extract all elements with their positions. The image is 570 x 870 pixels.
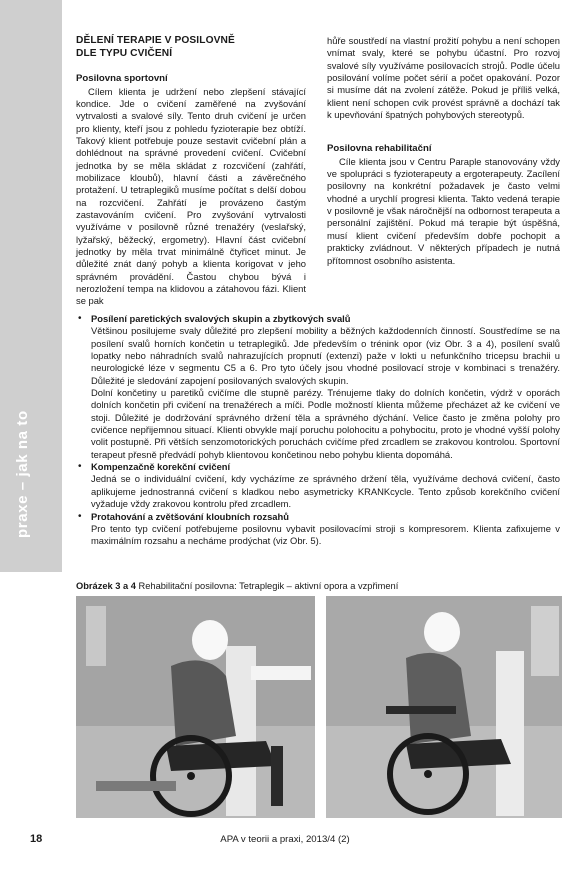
photo-figure-4-image <box>326 596 562 818</box>
bullet-paragraph: Dolní končetiny u paretiků cvičíme dle stupně parézy. Trénujeme tlaky do dolních končetin, výdrž v oporách dolních končetin při cvičení na trenažérech a míči. Podle možností klienta můžeme přecházet až ke cvičení ve stoji. Důležité je dodržování správného držení těla a správného dýchání. Velice často je změna polohy pro cvičence nepřijemnou situací. Klienti obvykle mají poruchu polohocitu a pohybocitu, proto je vhodné vyšší polohy volit postupně. Při větších senzomotorických poruchách cvičíme před zrcadlem se zrakovou kontrolou. Sportovní terapeut přesně předvádí pohyb klientovou končetinou nebo pohybu klienta dopomáhá. <box>91 387 560 460</box>
photo-figure-3 <box>76 596 315 818</box>
title-line-1: DĚLENÍ TERAPIE V POSILOVNĚ <box>76 35 235 46</box>
bullet-paragraph: Jedná se o individuální cvičení, kdy vycházíme ze správného držení těla, využíváme dechová cvičení, často aplikujeme jednostranná cvičení s kladkou nebo asymetricky KRANKcycle. Tento způsob korekčního cvičení vyžaduje vždy zrakovou kontrolu před zrcadlem. <box>91 473 560 510</box>
side-strip <box>0 0 62 572</box>
journal-footer: APA v teorii a praxi, 2013/4 (2) <box>220 834 350 845</box>
left-column <box>76 35 306 308</box>
photo-figure-4 <box>326 596 562 818</box>
bullet-item-stretching <box>76 511 560 548</box>
bullet-paragraph: Pro tento typ cvičení potřebujeme posilovnu vybavit posilovacími stroji s kompresorem. Klienta zafixujeme v maximálním rozsahu a necháme prodýchat (viz Obr. 5). <box>91 522 560 547</box>
bullet-item-paretic <box>76 313 560 461</box>
title-line-2: DLE TYPU CVIČENÍ <box>76 47 173 59</box>
section-label: praxe – jak na to <box>14 410 31 538</box>
photo-figure-3-image <box>76 596 315 818</box>
article-title <box>76 35 306 60</box>
bullet-title: Protahování a zvětšování kloubních rozsahů <box>91 510 289 522</box>
figure-caption-label: Obrázek 3 a 4 <box>76 581 136 591</box>
bullet-marker: • <box>78 510 82 522</box>
bullet-list-section <box>76 313 560 548</box>
bullet-title: Posílení paretických svalových skupin a zbytkových svalů <box>91 313 351 324</box>
paragraph-sport-gym: Cílem klienta je udržení nebo zlepšení stávající kondice. Jde o cvičení zaměřené na zvyšování vytrvalosti a svalové síly. Tento druh cvičení je určen pro klienty, kteří jsou z pohledu fyzioterapie bez obtíží. Takový klient potřebuje pouze sestavit cvičební plán a dohlédnout na správné provedení cvičení. Cvičební jednotka by se měla skládat z rozcvičení (zahřátí, mobilizace kloubů), hlavní části a závěrečného protažení. U tetraplegiků musíme počítat s delší dobou na rozcvičení. Zahřátí je provázeno častým zastavováním cvičení. Pro zvyšování vytrvalosti využíváme v posilovně různé trenažéry (veslařský, lyžařský, běžecký, ergometry). Hlavní část cvičební jednotky by měla trvat minimálně čtyřicet minut. Je důležité znát daný pohyb a klienta korigovat v jeho správném provádění. Častou chybou bývá i nerozložení tempa na klidovou a zátahovou fázi. Klient se pak <box>76 85 306 307</box>
subheading-rehab-gym: Posilovna rehabilitační <box>327 143 432 155</box>
bullet-marker: • <box>78 313 82 324</box>
paragraph-rehab-gym: Cíle klienta jsou v Centru Paraple stanovovány vždy ve spolupráci s fyzioterapeuty a ergoterapeuty. Zacílení posilovny na konkrétní požadavek je často velmi vhodné a urychlí progresi klienta. Takto vedená terapie v posilovně je však náročnější na odbornost terapeuta a personální zajištění. Pokud má terapie být úspěšná, musí klient cvičení především dobře pochopit a prakticky zvládnout. V některých případech je nutná přítomnost osobního asistenta. <box>327 155 560 266</box>
bullet-marker: • <box>78 461 82 473</box>
bullet-title: Kompenzačně korekční cvičení <box>91 461 231 473</box>
figure-caption-text: Rehabilitační posilovna: Tetraplegik – aktivní opora a vzpřimení <box>135 581 399 591</box>
paragraph-sport-gym-continued: hůře soustředí na vlastní prožití pohybu a není schopen vnímat svaly, které se pohybu účastní. Pro rozvoj svalové síly využíváme posilovacích strojů. Podle účelu posilování volíme počet sérií a počet opakování. Pozor si musíme dát na zvolení zátěže. Pokud je příliš velká, klient není schopen cvik provést správně a dochází tak k upevňování špatných pohybových stereotypů. <box>327 35 560 121</box>
bullet-item-corrective <box>76 461 560 510</box>
page-number: 18 <box>30 833 43 845</box>
right-column <box>327 35 560 267</box>
subheading-sport-gym: Posilovna sportovní <box>76 73 168 85</box>
bullet-paragraph: Většinou posilujeme svaly důležité pro zlepšení mobility a běžných každodenních činností. Soustředíme se na posílení svalů horních končetin u tetraplegiků. Jde především o trénink opor (viz Obr. 3 a 4), posílení svalů lopatky nebo náhradních svalů nahrazujících propnutí (extenzi) paže v lokti u nefunkčního tricepsu brachii u neurologické léze v segmentu C5 a 6. Pro tyto účely jsou vhodné posilovací stroje v kombinaci s trenažéry. Důležité je sledování zapojení posilovaných svalových skupin. <box>91 325 560 386</box>
bullet-list <box>76 313 560 548</box>
figure-caption <box>76 580 398 592</box>
